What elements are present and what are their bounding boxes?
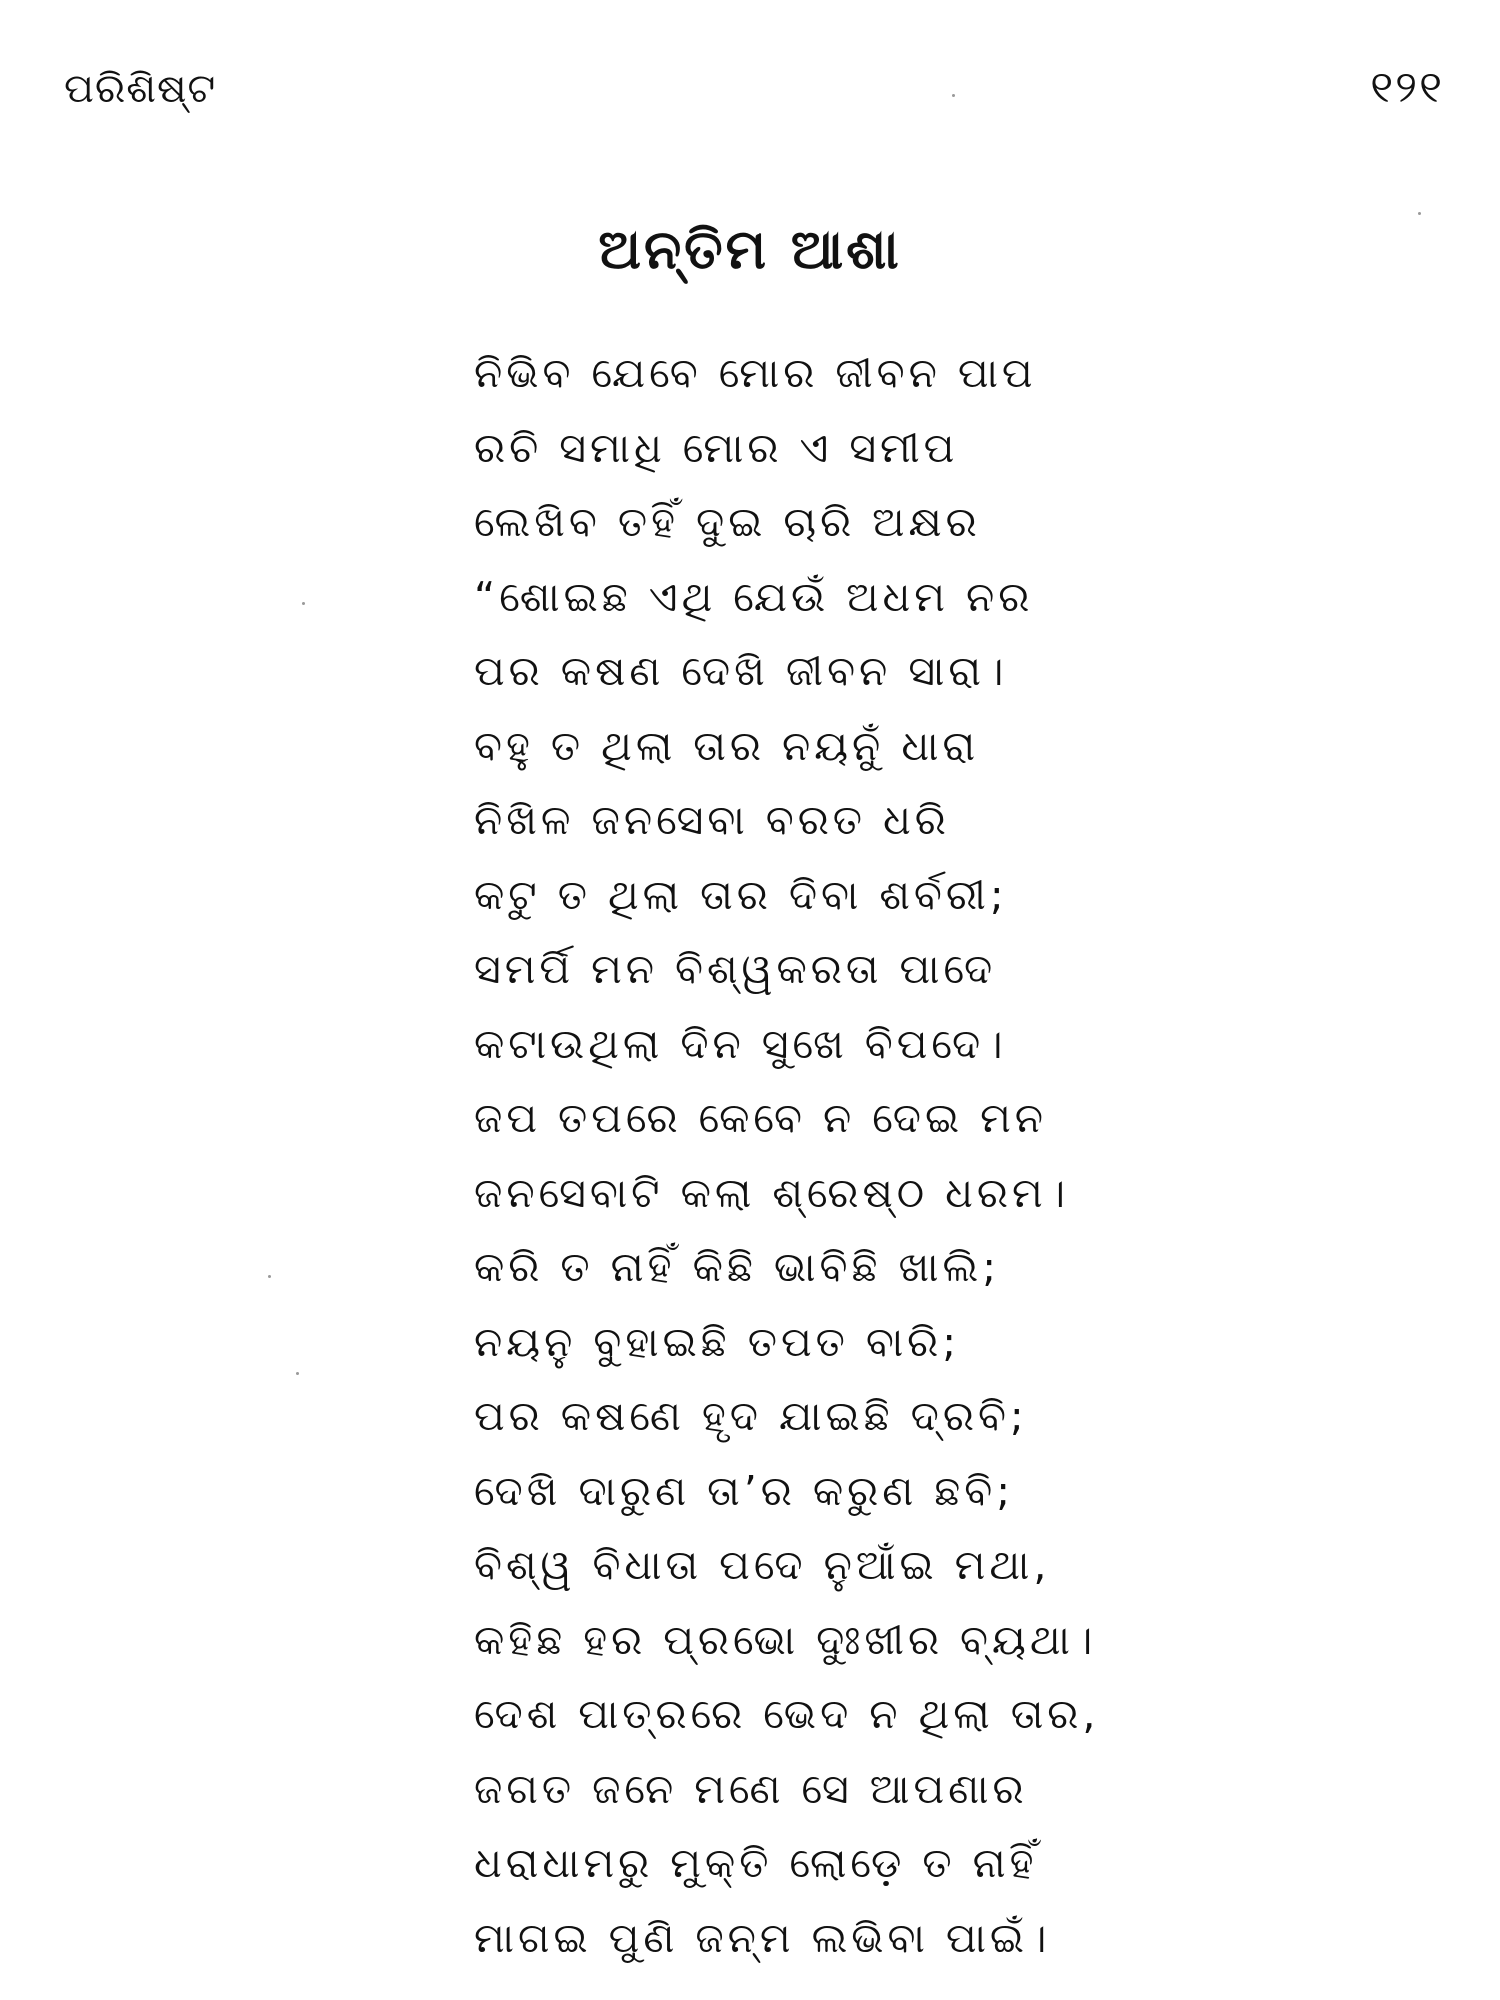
poem-line: ଧରାଧାମରୁ ମୁକ୍ତି ଲୋଡ଼େ ତ ନାହିଁ <box>474 1839 1038 1887</box>
poem-line: ପର କଷଣ ଦେଖି ଜୀବନ ସାରା। <box>474 647 1008 695</box>
poem-line: ଜପ ତପରେ କେବେ ନ ଦେଇ ମନ <box>474 1094 1048 1142</box>
poem-line: ଲେଖିବ ତହିଁ ଦୁଇ ଚାରି ଅକ୍ଷର <box>474 498 981 546</box>
poem-line: ଦେଶ ପାତ୍ରରେ ଭେଦ ନ ଥିଲା ତାର, <box>474 1690 1100 1738</box>
poem-line: ନିଭିବ ଯେବେ ମୋର ଜୀବନ ପାପ <box>474 349 1037 397</box>
poem-line: ନୟନୁ ବୁହାଇଛି ତପତ ବାରି; <box>474 1317 961 1366</box>
poem-line: ବିଶ୍ୱ ବିଧାତା ପଦେ ନୁଆଁଇ ମଥା, <box>474 1541 1051 1589</box>
poem-line: ମାଗଇ ପୁଣି ଜନ୍ମ ଲଭିବା ପାଇଁ। <box>474 1913 1051 1962</box>
poem-line: ରଚି ସମାଧି ମୋର ଏ ସମୀପ <box>474 423 959 472</box>
scan-speck <box>302 602 305 605</box>
poem-line: ନିଖିଳ ଜନସେବା ବରତ ଧରି <box>474 796 950 844</box>
poem-line: ସମର୍ପି ମନ ବିଶ୍ୱକରତା ପାଦେ <box>474 945 997 993</box>
poem-line: “ଶୋଇଛ ଏଥି ଯେଉଁ ଅଧମ ନର <box>474 572 1034 621</box>
scan-speck <box>1418 212 1421 215</box>
scan-speck <box>268 1275 271 1278</box>
poem-line: ବହୁ ତ ଥିଲା ତାର ନୟନୁଁ ଧାରା <box>474 721 980 770</box>
scan-speck <box>296 1372 299 1375</box>
poem-line: ଦେଖି ଦାରୁଣ ତା’ର କରୁଣ ଛବି; <box>474 1466 1015 1515</box>
page-number: ୧୨୧ <box>1370 62 1444 113</box>
scan-speck <box>952 94 955 97</box>
poem-title: ଅନ୍ତିମ ଆଶା <box>598 218 902 281</box>
poem-body <box>474 336 1099 1975</box>
poem-line: ପର କଷଣେ ହୃଦ ଯାଇଛି ଦ୍ରବି; <box>474 1392 1028 1440</box>
poem-line: କରି ତ ନାହିଁ କିଛି ଭାବିଛି ଖାଲି; <box>474 1243 1001 1291</box>
running-head: ପରିଶିଷ୍ଟ <box>64 66 217 112</box>
poem-line: କଟାଉଥିଲା ଦିନ ସୁଖେ ବିପଦେ। <box>474 1019 1007 1068</box>
poem-line: ଜନସେବାଟି କଲା ଶ୍ରେଷ୍ଠ ଧରମ। <box>474 1168 1070 1217</box>
poem-line: ଜଗତ ଜନେ ମଣେ ସେ ଆପଣାର <box>474 1764 1028 1813</box>
poem-line: କହିଛ ହର ପ୍ରଭୋ ଦୁଃଖୀର ବ୍ୟଥା। <box>474 1615 1097 1664</box>
poem-line: କଟୁ ତ ଥିଲା ତାର ଦିବା ଶର୍ବରୀ; <box>474 870 1008 919</box>
